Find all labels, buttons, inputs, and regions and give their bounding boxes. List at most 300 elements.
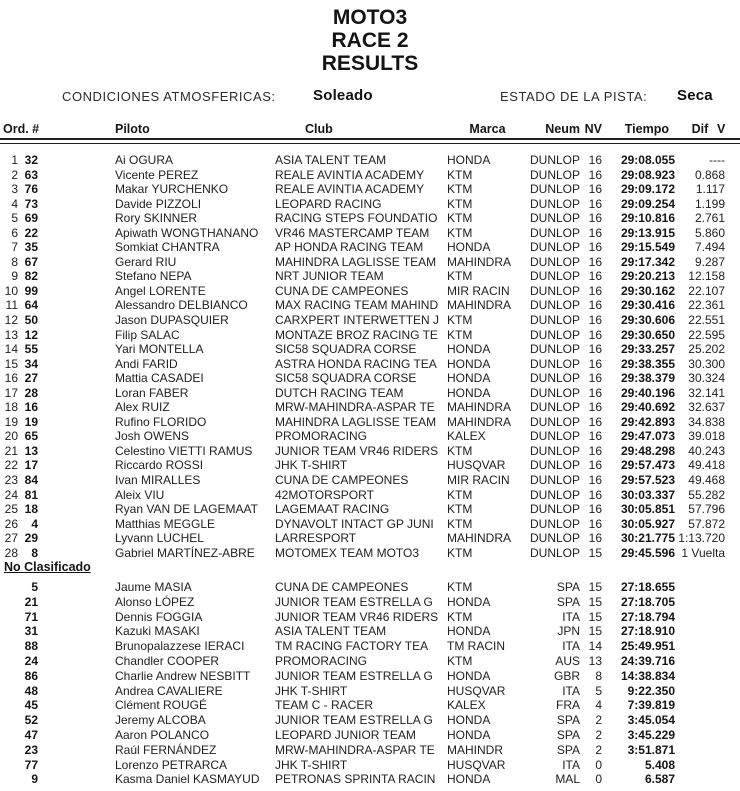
- cell-rider-number: 32: [24, 153, 38, 167]
- cell-laps: 15: [588, 580, 602, 594]
- result-row: [0, 546, 740, 561]
- cell-position: 6: [11, 225, 18, 240]
- cell-rider-number: 88: [24, 639, 38, 654]
- cell-gap: 32.141: [688, 385, 725, 400]
- cell-country: ITA: [562, 683, 580, 698]
- cell-club: RACING STEPS FOUNDATIO: [275, 211, 438, 226]
- nc-result-row: [0, 684, 740, 699]
- cell-laps: 16: [588, 327, 602, 342]
- cell-rider-number: 71: [24, 609, 38, 624]
- cell-time: 27:18.705: [620, 594, 675, 609]
- cell-bike-brand: MAHINDR: [447, 742, 503, 757]
- cell-bike-brand: KTM: [447, 225, 473, 240]
- cell-pilot-name: Andrea CAVALIERE: [115, 683, 223, 698]
- cell-tyre-brand: DUNLOP: [529, 429, 580, 444]
- nc-result-row: [0, 580, 740, 595]
- cell-country: FRA: [556, 698, 580, 713]
- cell-pilot-name: Josh OWENS: [115, 429, 190, 444]
- cell-rider-number: 27: [24, 371, 38, 386]
- cell-rider-number: 63: [24, 167, 38, 182]
- cell-tyre-brand: DUNLOP: [529, 414, 580, 429]
- cell-position: 28: [4, 545, 18, 560]
- cell-laps: 16: [588, 269, 602, 284]
- cell-club: TM RACING FACTORY TEA: [275, 639, 429, 654]
- result-row: [0, 211, 740, 226]
- weather-conditions-label: CONDICIONES ATMOSFERICAS:: [62, 89, 276, 104]
- cell-time: 6.587: [644, 772, 675, 787]
- header-dif: Dif: [691, 122, 709, 136]
- cell-rider-number: 16: [24, 400, 38, 415]
- cell-position: 22: [4, 458, 18, 473]
- cell-pilot-name: Kasma Daniel KASMAYUD: [115, 772, 260, 787]
- cell-rider-number: 5: [31, 580, 38, 594]
- cell-tyre-brand: DUNLOP: [529, 342, 580, 357]
- cell-position: 13: [4, 327, 18, 342]
- cell-club: 42MOTORSPORT: [275, 487, 374, 502]
- result-row: [0, 153, 740, 168]
- cell-pilot-name: Andi FARID: [115, 356, 178, 371]
- cell-time: 9:22.350: [627, 683, 675, 698]
- result-row: [0, 400, 740, 415]
- cell-bike-brand: HONDA: [447, 624, 491, 639]
- cell-rider-number: 65: [24, 429, 38, 444]
- cell-country: SPA: [556, 742, 580, 757]
- cell-laps: 0: [595, 757, 602, 772]
- cell-time: 29:09.172: [620, 182, 675, 197]
- cell-time: 29:30.606: [620, 313, 675, 328]
- cell-position: 1: [11, 153, 18, 167]
- cell-time: 14:38.834: [620, 668, 675, 683]
- cell-position: 9: [11, 269, 18, 284]
- cell-gap: 57.796: [688, 502, 725, 517]
- cell-rider-number: 69: [24, 211, 38, 226]
- cell-tyre-brand: DUNLOP: [529, 516, 580, 531]
- cell-rider-number: 18: [24, 502, 38, 517]
- cell-gap: 39.018: [688, 429, 725, 444]
- cell-club: JHK T-SHIRT: [275, 757, 348, 772]
- cell-position: 8: [11, 254, 18, 269]
- cell-bike-brand: KTM: [447, 313, 473, 328]
- nc-result-row: [0, 698, 740, 713]
- cell-pilot-name: Lyvann LUCHEL: [115, 531, 204, 546]
- header-v: V: [717, 122, 726, 136]
- cell-laps: 16: [588, 516, 602, 531]
- cell-pilot-name: Apiwath WONGTHANANO: [115, 225, 259, 240]
- cell-time: 30:05.927: [620, 516, 675, 531]
- cell-position: 19: [4, 414, 18, 429]
- cell-laps: 2: [595, 742, 602, 757]
- cell-club: MOTOMEX TEAM MOTO3: [275, 545, 420, 560]
- cell-club: JHK T-SHIRT: [275, 458, 348, 473]
- cell-bike-brand: HONDA: [447, 342, 491, 357]
- cell-laps: 16: [588, 283, 602, 298]
- cell-laps: 16: [588, 313, 602, 328]
- cell-club: PROMORACING: [275, 429, 368, 444]
- cell-time: 27:18.794: [620, 609, 675, 624]
- header-marca: Marca: [469, 122, 506, 136]
- cell-time: 25:49.951: [620, 639, 675, 654]
- cell-club: NRT JUNIOR TEAM: [275, 269, 384, 284]
- cell-club: MAX RACING TEAM MAHIND: [275, 298, 439, 313]
- title-results: RESULTS: [321, 52, 419, 75]
- cell-rider-number: 17: [24, 458, 38, 473]
- cell-laps: 15: [588, 609, 602, 624]
- cell-laps: 15: [588, 594, 602, 609]
- cell-time: 29:30.162: [620, 283, 675, 298]
- cell-rider-number: 84: [24, 473, 38, 488]
- cell-tyre-brand: DUNLOP: [529, 487, 580, 502]
- cell-tyre-brand: DUNLOP: [529, 196, 580, 211]
- cell-bike-brand: MIR RACIN: [447, 283, 510, 298]
- cell-position: 7: [11, 240, 18, 255]
- cell-country: SPA: [556, 580, 580, 594]
- cell-laps: 2: [595, 727, 602, 742]
- cell-rider-number: 76: [24, 182, 38, 197]
- cell-club: MRW-MAHINDRA-ASPAR TE: [275, 400, 435, 415]
- cell-bike-brand: KTM: [447, 196, 473, 211]
- cell-club: LARRESPORT: [275, 531, 357, 546]
- cell-position: 16: [4, 371, 18, 386]
- cell-club: MONTAZE BROZ RACING TE: [275, 327, 438, 342]
- cell-tyre-brand: DUNLOP: [529, 211, 580, 226]
- cell-laps: 16: [588, 487, 602, 502]
- cell-tyre-brand: DUNLOP: [529, 313, 580, 328]
- cell-position: 11: [5, 298, 18, 313]
- cell-bike-brand: HONDA: [447, 356, 491, 371]
- cell-tyre-brand: DUNLOP: [529, 182, 580, 197]
- cell-rider-number: 86: [24, 668, 38, 683]
- cell-tyre-brand: DUNLOP: [529, 545, 580, 560]
- cell-rider-number: 55: [24, 342, 38, 357]
- result-row: [0, 255, 740, 270]
- cell-tyre-brand: DUNLOP: [529, 153, 580, 167]
- cell-rider-number: 77: [24, 757, 38, 772]
- cell-laps: 13: [588, 653, 602, 668]
- cell-pilot-name: Chandler COOPER: [115, 653, 220, 668]
- cell-time: 29:10.816: [620, 211, 675, 226]
- cell-gap: 9.287: [694, 254, 725, 269]
- cell-pilot-name: Celestino VIETTI RAMUS: [115, 443, 253, 458]
- cell-time: 3:45.054: [627, 713, 675, 728]
- cell-gap: 57.872: [688, 516, 725, 531]
- cell-gap: 1.117: [695, 182, 725, 197]
- cell-time: 29:30.416: [620, 298, 675, 313]
- cell-pilot-name: Gabriel MARTÍNEZ-ABRE: [115, 545, 255, 560]
- cell-laps: 15: [588, 624, 602, 639]
- cell-club: JUNIOR TEAM VR46 RIDERS: [275, 443, 439, 458]
- result-row: [0, 313, 740, 328]
- cell-time: 30:21.775: [620, 531, 675, 546]
- cell-time: 29:40.196: [620, 385, 675, 400]
- result-row: [0, 240, 740, 255]
- cell-bike-brand: MAHINDRA: [447, 400, 512, 415]
- cell-time: 29:38.355: [620, 356, 675, 371]
- cell-time: 29:09.254: [620, 196, 675, 211]
- cell-pilot-name: Matthias MEGGLE: [115, 516, 216, 531]
- cell-club: JHK T-SHIRT: [275, 683, 348, 698]
- result-row: [0, 328, 740, 343]
- cell-gap: 34.838: [688, 414, 725, 429]
- cell-laps: 16: [588, 182, 602, 197]
- cell-bike-brand: HONDA: [447, 153, 491, 167]
- cell-gap: ----: [709, 153, 725, 167]
- cell-rider-number: 34: [24, 356, 38, 371]
- cell-bike-brand: KALEX: [447, 429, 486, 444]
- cell-bike-brand: KTM: [447, 545, 473, 560]
- cell-country: SPA: [556, 713, 580, 728]
- cell-pilot-name: Jeremy ALCOBA: [115, 713, 206, 728]
- cell-bike-brand: MAHINDRA: [447, 254, 512, 269]
- cell-laps: 16: [588, 153, 602, 167]
- cell-bike-brand: MAHINDRA: [447, 298, 512, 313]
- cell-club: DUTCH RACING TEAM: [275, 385, 404, 400]
- cell-laps: 16: [588, 196, 602, 211]
- cell-position: 18: [4, 400, 18, 415]
- result-row: [0, 488, 740, 503]
- cell-country: AUS: [555, 653, 580, 668]
- cell-pilot-name: Vicente PEREZ: [115, 167, 199, 182]
- cell-tyre-brand: DUNLOP: [529, 356, 580, 371]
- result-row: [0, 226, 740, 241]
- nc-result-row: [0, 758, 740, 773]
- header-club: Club: [305, 122, 333, 136]
- cell-gap: 25.202: [688, 342, 725, 357]
- cell-rider-number: 73: [24, 196, 38, 211]
- cell-rider-number: 22: [24, 225, 38, 240]
- track-state-value: Seca: [677, 87, 713, 104]
- cell-laps: 16: [588, 342, 602, 357]
- cell-time: 29:13.915: [620, 225, 675, 240]
- cell-bike-brand: MIR RACIN: [447, 473, 510, 488]
- cell-club: JUNIOR TEAM VR46 RIDERS: [275, 609, 439, 624]
- cell-pilot-name: Davide PIZZOLI: [115, 196, 202, 211]
- cell-tyre-brand: DUNLOP: [529, 167, 580, 182]
- cell-club: PROMORACING: [275, 653, 368, 668]
- cell-club: SIC58 SQUADRA CORSE: [275, 371, 417, 386]
- cell-bike-brand: KTM: [447, 609, 473, 624]
- nc-result-row: [0, 713, 740, 728]
- cell-bike-brand: KTM: [447, 182, 473, 197]
- cell-tyre-brand: DUNLOP: [529, 225, 580, 240]
- cell-bike-brand: TM RACIN: [447, 639, 505, 654]
- cell-bike-brand: MAHINDRA: [447, 414, 512, 429]
- cell-country: SPA: [556, 727, 580, 742]
- cell-pilot-name: Dennis FOGGIA: [115, 609, 203, 624]
- cell-bike-brand: HONDA: [447, 371, 491, 386]
- nc-result-row: [0, 639, 740, 654]
- cell-tyre-brand: DUNLOP: [529, 473, 580, 488]
- cell-rider-number: 52: [24, 713, 38, 728]
- cell-time: 3:45.229: [627, 727, 675, 742]
- header-neum: Neum: [545, 122, 580, 136]
- cell-pilot-name: Raúl FERNÁNDEZ: [115, 742, 217, 757]
- cell-tyre-brand: DUNLOP: [529, 283, 580, 298]
- result-row: [0, 168, 740, 183]
- cell-laps: 16: [588, 443, 602, 458]
- cell-laps: 4: [595, 698, 602, 713]
- cell-pilot-name: Alessandro DELBIANCO: [115, 298, 248, 313]
- cell-pilot-name: Aleix VIU: [115, 487, 165, 502]
- cell-laps: 16: [588, 371, 602, 386]
- cell-tyre-brand: DUNLOP: [529, 502, 580, 517]
- cell-tyre-brand: DUNLOP: [529, 254, 580, 269]
- cell-time: 29:38.379: [620, 371, 675, 386]
- cell-pilot-name: Jaume MASIA: [115, 580, 192, 594]
- cell-gap: 32.637: [688, 400, 725, 415]
- cell-gap: 12.158: [688, 269, 725, 284]
- cell-laps: 16: [588, 254, 602, 269]
- classified-results: [0, 153, 740, 560]
- cell-position: 23: [4, 473, 18, 488]
- cell-bike-brand: HONDA: [447, 594, 491, 609]
- cell-time: 27:18.655: [620, 580, 675, 594]
- cell-club: TEAM C - RACER: [275, 698, 374, 713]
- cell-gap: 5.860: [694, 225, 725, 240]
- cell-country: ITA: [562, 757, 580, 772]
- cell-pilot-name: Filip SALAC: [115, 327, 180, 342]
- cell-pilot-name: Gerard RIU: [115, 254, 177, 269]
- cell-club: ASIA TALENT TEAM: [275, 153, 387, 167]
- result-row: [0, 371, 740, 386]
- cell-laps: 16: [588, 225, 602, 240]
- cell-gap: 1.199: [694, 196, 725, 211]
- cell-bike-brand: KTM: [447, 516, 473, 531]
- cell-time: 29:15.549: [620, 240, 675, 255]
- cell-bike-brand: KALEX: [447, 698, 486, 713]
- cell-gap: 49.418: [688, 458, 725, 473]
- cell-time: 29:33.257: [620, 342, 675, 357]
- cell-rider-number: 45: [24, 698, 38, 713]
- cell-rider-number: 67: [24, 254, 38, 269]
- cell-laps: 16: [588, 385, 602, 400]
- cell-country: ITA: [562, 639, 580, 654]
- page-title: [0, 6, 740, 75]
- table-header-row: [0, 116, 740, 136]
- cell-pilot-name: Ryan VAN DE LAGEMAAT: [115, 502, 258, 517]
- cell-laps: 14: [588, 639, 602, 654]
- cell-position: 15: [4, 356, 18, 371]
- cell-gap: 40.243: [688, 443, 725, 458]
- cell-time: 30:03.337: [620, 487, 675, 502]
- cell-tyre-brand: DUNLOP: [529, 371, 580, 386]
- weather-conditions-value: Soleado: [313, 87, 373, 104]
- nc-result-row: [0, 610, 740, 625]
- cell-pilot-name: Somkiat CHANTRA: [115, 240, 220, 255]
- cell-bike-brand: KTM: [447, 580, 473, 594]
- result-row: [0, 298, 740, 313]
- cell-laps: 16: [588, 356, 602, 371]
- cell-tyre-brand: DUNLOP: [529, 531, 580, 546]
- cell-time: 7:39.819: [627, 698, 675, 713]
- cell-gap: 1 Vuelta: [681, 545, 725, 560]
- cell-rider-number: 81: [24, 487, 38, 502]
- cell-laps: 8: [595, 668, 602, 683]
- cell-time: 29:57.473: [620, 458, 675, 473]
- header-nv: NV: [584, 122, 602, 136]
- cell-bike-brand: HONDA: [447, 668, 491, 683]
- cell-tyre-brand: DUNLOP: [529, 443, 580, 458]
- cell-club: CUNA DE CAMPEONES: [275, 283, 409, 298]
- cell-gap: 22.551: [688, 313, 725, 328]
- cell-bike-brand: KTM: [447, 327, 473, 342]
- cell-bike-brand: KTM: [447, 443, 473, 458]
- cell-pilot-name: Lorenzo PETRARCA: [115, 757, 228, 772]
- cell-club: ASIA TALENT TEAM: [275, 624, 387, 639]
- cell-gap: 22.107: [688, 283, 725, 298]
- cell-club: SIC58 SQUADRA CORSE: [275, 342, 417, 357]
- result-row: [0, 386, 740, 401]
- cell-rider-number: 13: [24, 443, 38, 458]
- cell-tyre-brand: DUNLOP: [529, 385, 580, 400]
- cell-gap: 2.761: [694, 211, 725, 226]
- cell-pilot-name: Kazuki MASAKI: [115, 624, 200, 639]
- cell-bike-brand: MAHINDRA: [447, 531, 512, 546]
- cell-gap: 49.468: [688, 473, 725, 488]
- cell-pilot-name: Ai OGURA: [115, 153, 174, 167]
- cell-pilot-name: Charlie Andrew NESBITT: [115, 668, 251, 683]
- cell-rider-number: 29: [24, 531, 38, 546]
- cell-pilot-name: Brunopalazzese IERACI: [115, 639, 245, 654]
- result-row: [0, 415, 740, 430]
- cell-bike-brand: KTM: [447, 502, 473, 517]
- cell-pilot-name: Riccardo ROSSI: [115, 458, 204, 473]
- nc-result-row: [0, 743, 740, 758]
- nc-result-row: [0, 595, 740, 610]
- nc-result-row: [0, 654, 740, 669]
- cell-rider-number: 48: [24, 683, 38, 698]
- result-row: [0, 473, 740, 488]
- cell-pilot-name: Ivan MIRALLES: [115, 473, 201, 488]
- cell-gap: 22.361: [688, 298, 725, 313]
- cell-club: LEOPARD RACING: [275, 196, 382, 211]
- cell-laps: 16: [588, 167, 602, 182]
- cell-gap: 30.300: [688, 356, 725, 371]
- header-ord-num: Ord. #: [3, 122, 40, 136]
- cell-pilot-name: Clément ROUGÉ: [115, 698, 208, 713]
- cell-country: MAL: [555, 772, 580, 787]
- cell-laps: 5: [595, 683, 602, 698]
- nc-result-row: [0, 669, 740, 684]
- cell-rider-number: 23: [24, 742, 38, 757]
- cell-pilot-name: Makar YURCHENKO: [115, 182, 229, 197]
- cell-laps: 15: [588, 545, 602, 560]
- cell-club: JUNIOR TEAM ESTRELLA G: [275, 594, 433, 609]
- nc-result-row: [0, 728, 740, 743]
- cell-country: SPA: [556, 594, 580, 609]
- cell-club: CUNA DE CAMPEONES: [275, 580, 409, 594]
- cell-club: REALE AVINTIA ACADEMY: [275, 167, 425, 182]
- cell-time: 3:51.871: [627, 742, 675, 757]
- cell-pilot-name: Stefano NEPA: [115, 269, 192, 284]
- cell-club: LEOPARD JUNIOR TEAM: [275, 727, 416, 742]
- cell-rider-number: 28: [24, 385, 38, 400]
- cell-pilot-name: Aaron POLANCO: [115, 727, 210, 742]
- cell-gap: 1:13.720: [678, 531, 725, 546]
- track-state-label: ESTADO DE LA PISTA:: [500, 89, 648, 104]
- result-row: [0, 517, 740, 532]
- cell-time: 29:30.650: [620, 327, 675, 342]
- cell-gap: 30.324: [688, 371, 725, 386]
- cell-position: 20: [4, 429, 18, 444]
- cell-time: 24:39.716: [620, 653, 675, 668]
- result-row: [0, 269, 740, 284]
- cell-gap: 55.282: [688, 487, 725, 502]
- cell-pilot-name: Yari MONTELLA: [115, 342, 204, 357]
- result-row: [0, 458, 740, 473]
- cell-time: 27:18.910: [620, 624, 675, 639]
- cell-club: CUNA DE CAMPEONES: [275, 473, 409, 488]
- result-row: [0, 342, 740, 357]
